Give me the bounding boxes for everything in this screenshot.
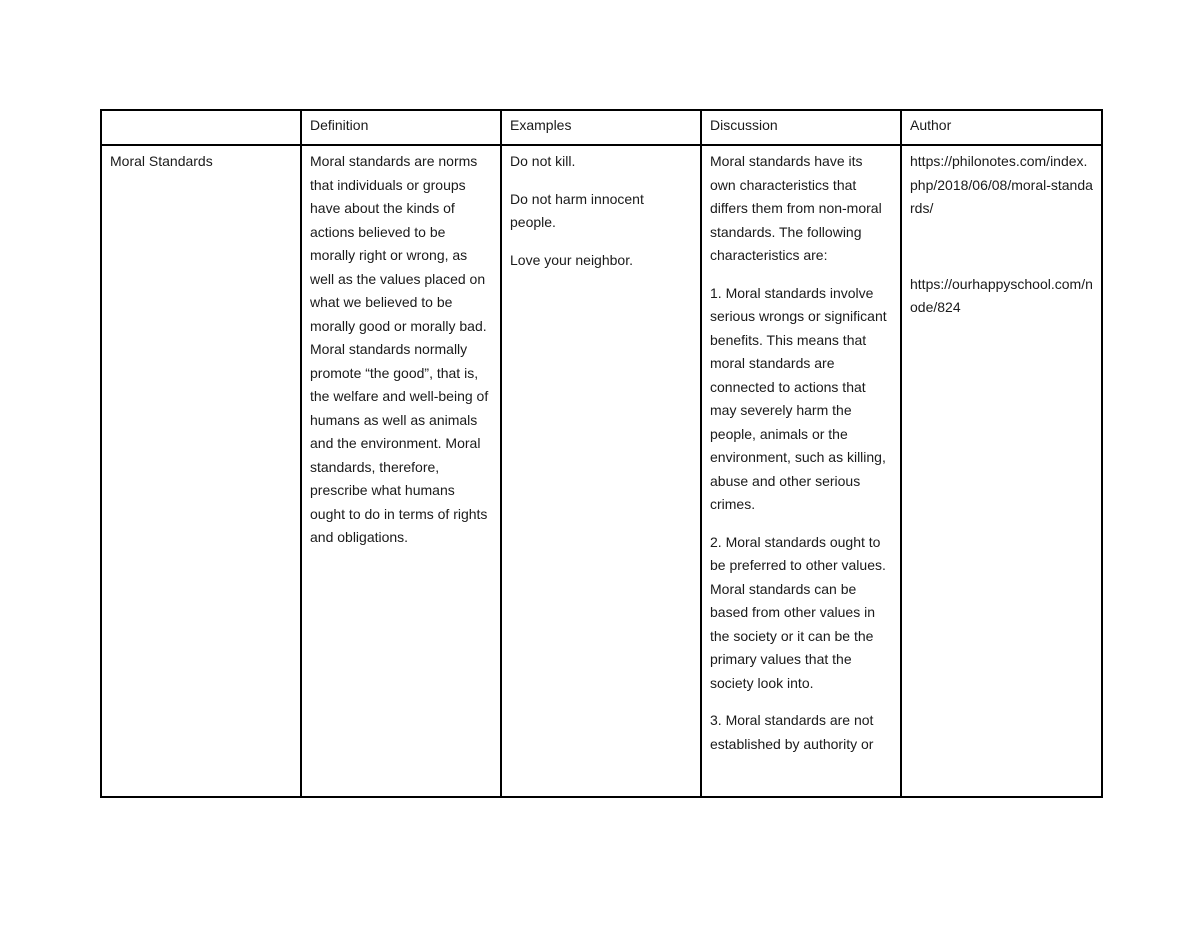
- definition-cell: [301, 145, 501, 797]
- author-link[interactable]: https://ourhappyschool.com/node/824: [910, 275, 1093, 315]
- discussion-paragraph: 2. Moral standards ought to be preferred to other values. Moral standards can be based from other values in the society or it can be the primary values that the society look into.: [710, 533, 886, 691]
- row-label: Moral Standards: [110, 153, 213, 169]
- example-item: Love your neighbor.: [510, 251, 633, 268]
- discussion-paragraph: 1. Moral standards involve serious wrongs or significant benefits. This means that moral standards are connected to actions that may severely harm the people, animals or the environment, such as killing, abuse and other serious crimes.: [710, 284, 887, 512]
- author-link[interactable]: https://philonotes.com/index.php/2018/06/08/moral-standards/: [910, 153, 1093, 216]
- author-cell: [901, 145, 1102, 797]
- header-cell-examples: Examples: [501, 110, 701, 145]
- discussion-cell: [701, 145, 901, 797]
- example-item: Do not kill.: [510, 153, 576, 169]
- header-cell-definition: Definition: [301, 110, 501, 145]
- discussion-paragraph: 3. Moral standards are not established by authority or: [710, 712, 874, 752]
- header-cell-discussion: Discussion: [701, 110, 901, 145]
- header-cell-author: Author: [901, 110, 1102, 145]
- comparison-table: [100, 109, 1103, 798]
- discussion-paragraph: Moral standards have its own characteristics that differs them from non-moral standards. The following characteristics are:: [710, 153, 882, 263]
- table-header-row: [101, 110, 1102, 145]
- header-cell-empty: [101, 110, 301, 145]
- definition-text: Moral standards are norms that individuals or groups have about the kinds of actions believed to be morally right or wrong, as well as the values placed on what we believed to be morally good or morally bad. Moral standards normally promote “the good”, that is, the welfare and well-being of humans as well as animals and the environment. Moral standards, therefore, prescribe what humans ought to do in terms of rights and obligations.: [310, 153, 489, 545]
- row-label-cell: [101, 145, 301, 797]
- examples-cell: [501, 145, 701, 797]
- example-item: Do not harm innocent people.: [510, 190, 644, 230]
- table-row: [101, 145, 1102, 797]
